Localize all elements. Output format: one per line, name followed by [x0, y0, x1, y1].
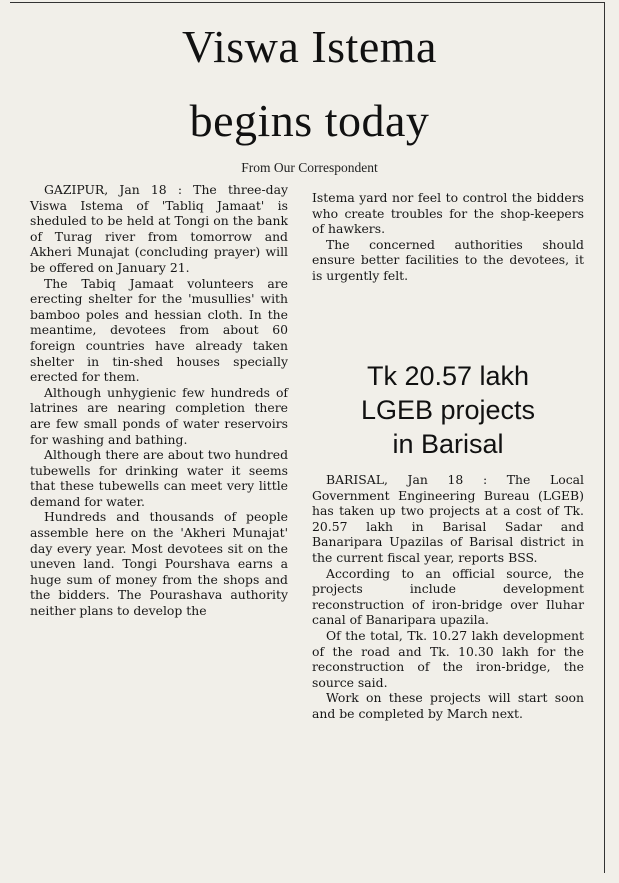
paragraph: The concerned authorities should ensure better facilities to the devotees, it is urgently felt. — [312, 236, 584, 283]
article-headline-line-2: begins today — [189, 95, 430, 146]
paragraph: GAZIPUR, Jan 18 : The three-day Viswa Istema of 'Tabliq Jamaat' is sheduled to be held at Tongi on the bank of Turag river from tomorrow and Akheri Munajat (concluding prayer) will be offered on January 21. — [30, 182, 288, 275]
paragraph: According to an official source, the projects include development reconstruction of iron-bridge over Iluhar canal of Banaripara upazila. — [312, 565, 584, 628]
article-column-2 — [312, 190, 584, 284]
second-headline-line-3: in Barisal — [392, 429, 504, 459]
paragraph: Hundreds and thousands of people assemble here on the 'Akheri Munajat' day every year. Most devotees sit on the uneven land. Tongi Pourshava earns a huge sum of money from the shops and the bidders. The Pourashava authority neither plans to develop the — [30, 509, 288, 619]
paragraph: BARISAL, Jan 18 : The Local Government Engineering Bureau (LGEB) has taken up two projects at a cost of Tk. 20.57 lakh in Barisal Sadar and Banaripara Upazilas of Barisal district in the current fiscal year, reports BSS. — [312, 472, 584, 565]
second-headline-line-2: LGEB projects — [360, 395, 536, 425]
article-column-1 — [30, 182, 288, 619]
paragraph: Although unhygienic few hundreds of latrines are nearing completion there are few small ponds of water reservoirs for washing and bathing. — [30, 384, 288, 447]
paragraph: Istema yard nor feel to control the bidders who create troubles for the shop-keepers of hawkers. — [312, 190, 584, 237]
paragraph: Of the total, Tk. 10.27 lakh development of the road and Tk. 10.30 lakh for the reconstruction of the iron-bridge, the source said. — [312, 627, 584, 690]
article-headline-line-1: Viswa Istema — [182, 21, 437, 72]
article-byline: From Our Correspondent — [241, 160, 378, 175]
paragraph: Work on these projects will start soon and be completed by March next. — [312, 690, 584, 721]
second-article-body — [312, 472, 584, 722]
paragraph: Although there are about two hundred tubewells for drinking water it seems that these tubewells can meet very little demand for water. — [30, 447, 288, 509]
paragraph: The Tabiq Jamaat volunteers are erecting shelter for the 'musullies' with bamboo poles and hessian cloth. In the meantime, devotees from about 60 foreign countries have already taken shelter in tin-shed houses specially erected for them. — [30, 275, 288, 385]
second-headline-line-1: Tk 20.57 lakh — [366, 361, 530, 391]
